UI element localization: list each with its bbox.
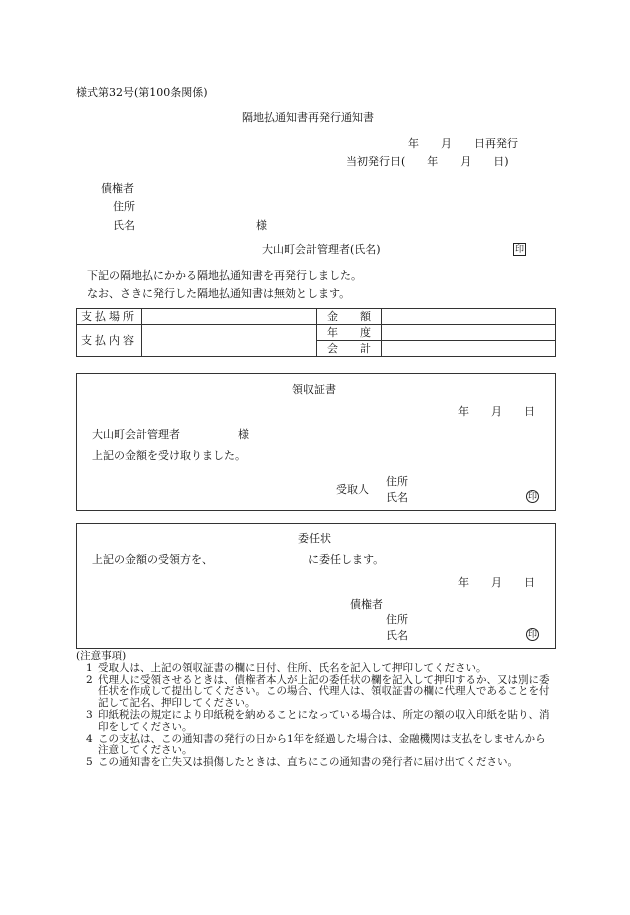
account-cell[interactable] xyxy=(382,341,556,357)
fiscal-year-label: 年 度 xyxy=(317,325,382,341)
amount-cell[interactable] xyxy=(382,309,556,325)
note-text: 代理人に受領させるときは、債権者本人が上記の委任状の欄を記入して押印するか、又は別に委任状を作成して提出してください。この場合、代理人は、領収証書の欄に代理人であることを付記して記名、押印してください。 xyxy=(98,673,550,710)
delegation-address-label: 住所 xyxy=(386,613,408,626)
delegation-date: 年 月 日 xyxy=(458,576,535,589)
creditor-name-label: 氏名 xyxy=(113,219,135,232)
recipient-label: 受取人 xyxy=(336,483,369,496)
notes-section xyxy=(76,651,556,769)
recipient-address-label: 住所 xyxy=(386,475,408,488)
body-line-1: 下記の隔地払にかかる隔地払通知書を再発行しました。 xyxy=(87,269,362,282)
payment-table xyxy=(76,308,556,357)
delegation-statement-b: に委任します。 xyxy=(308,553,385,566)
payment-place-cell[interactable] xyxy=(142,309,317,325)
creditor-address-label: 住所 xyxy=(113,200,135,213)
receipt-title: 領収証書 xyxy=(292,383,336,396)
note-text: 受取人は、上記の領収証書の欄に日付、住所、氏名を記入して押印してください。 xyxy=(98,661,487,674)
delegation-name-label: 氏名 xyxy=(386,629,408,642)
account-label: 会 計 xyxy=(317,341,382,357)
note-item xyxy=(76,710,556,734)
payment-place-label: 支払場所 xyxy=(77,309,142,325)
payment-content-label: 支払内容 xyxy=(77,325,142,357)
note-item xyxy=(76,757,556,769)
recipient-name-label: 氏名 xyxy=(386,491,408,504)
fiscal-year-cell[interactable] xyxy=(382,325,556,341)
note-number: 3 xyxy=(86,708,93,721)
reissue-date: 年 月 日再発行 xyxy=(408,137,518,150)
amount-label: 金 額 xyxy=(317,309,382,325)
creditor-honorific: 様 xyxy=(256,219,267,232)
note-text: 印紙税法の規定により印紙税を納めることになっている場合は、所定の額の収入印紙を貼り、消印をしてください。 xyxy=(98,708,550,733)
delegation-seal-icon: 印 xyxy=(527,630,537,640)
original-issue-date: 当初発行日( 年 月 日) xyxy=(346,155,509,168)
note-text: この通知書を亡失又は損傷したときは、直ちにこの通知書の発行者に届け出てください。 xyxy=(98,756,518,769)
note-number: 2 xyxy=(86,673,93,686)
delegation-creditor-label: 債権者 xyxy=(350,598,383,611)
recipient-seal-icon: 印 xyxy=(527,492,537,502)
delegation-statement-a: 上記の金額の受領方を、 xyxy=(92,553,213,566)
note-number: 1 xyxy=(86,661,93,674)
receipt-honorific: 様 xyxy=(238,428,249,441)
receipt-addressee: 大山町会計管理者 xyxy=(92,428,180,441)
page-title: 隔地払通知書再発行通知書 xyxy=(242,111,374,124)
form-number: 様式第32号(第100条関係) xyxy=(76,86,208,99)
notes-heading: (注意事項) xyxy=(76,650,127,662)
payment-content-cell[interactable] xyxy=(142,325,317,357)
note-text: この支払は、この通知書の発行の日から1年を経過した場合は、金融機関は支払をしませんから注意してください。 xyxy=(98,732,546,757)
note-item xyxy=(76,734,556,758)
creditor-label: 債権者 xyxy=(101,182,134,195)
delegation-title: 委任状 xyxy=(298,532,331,545)
receipt-statement: 上記の金額を受け取りました。 xyxy=(92,449,246,462)
note-number: 5 xyxy=(86,756,93,769)
note-number: 4 xyxy=(86,732,93,745)
body-line-2: なお、さきに発行した隔地払通知書は無効とします。 xyxy=(87,287,351,300)
issuer-label: 大山町会計管理者(氏名) xyxy=(262,243,381,256)
note-item xyxy=(76,675,556,710)
issuer-seal-icon: 印 xyxy=(514,245,524,255)
receipt-date: 年 月 日 xyxy=(458,405,535,418)
